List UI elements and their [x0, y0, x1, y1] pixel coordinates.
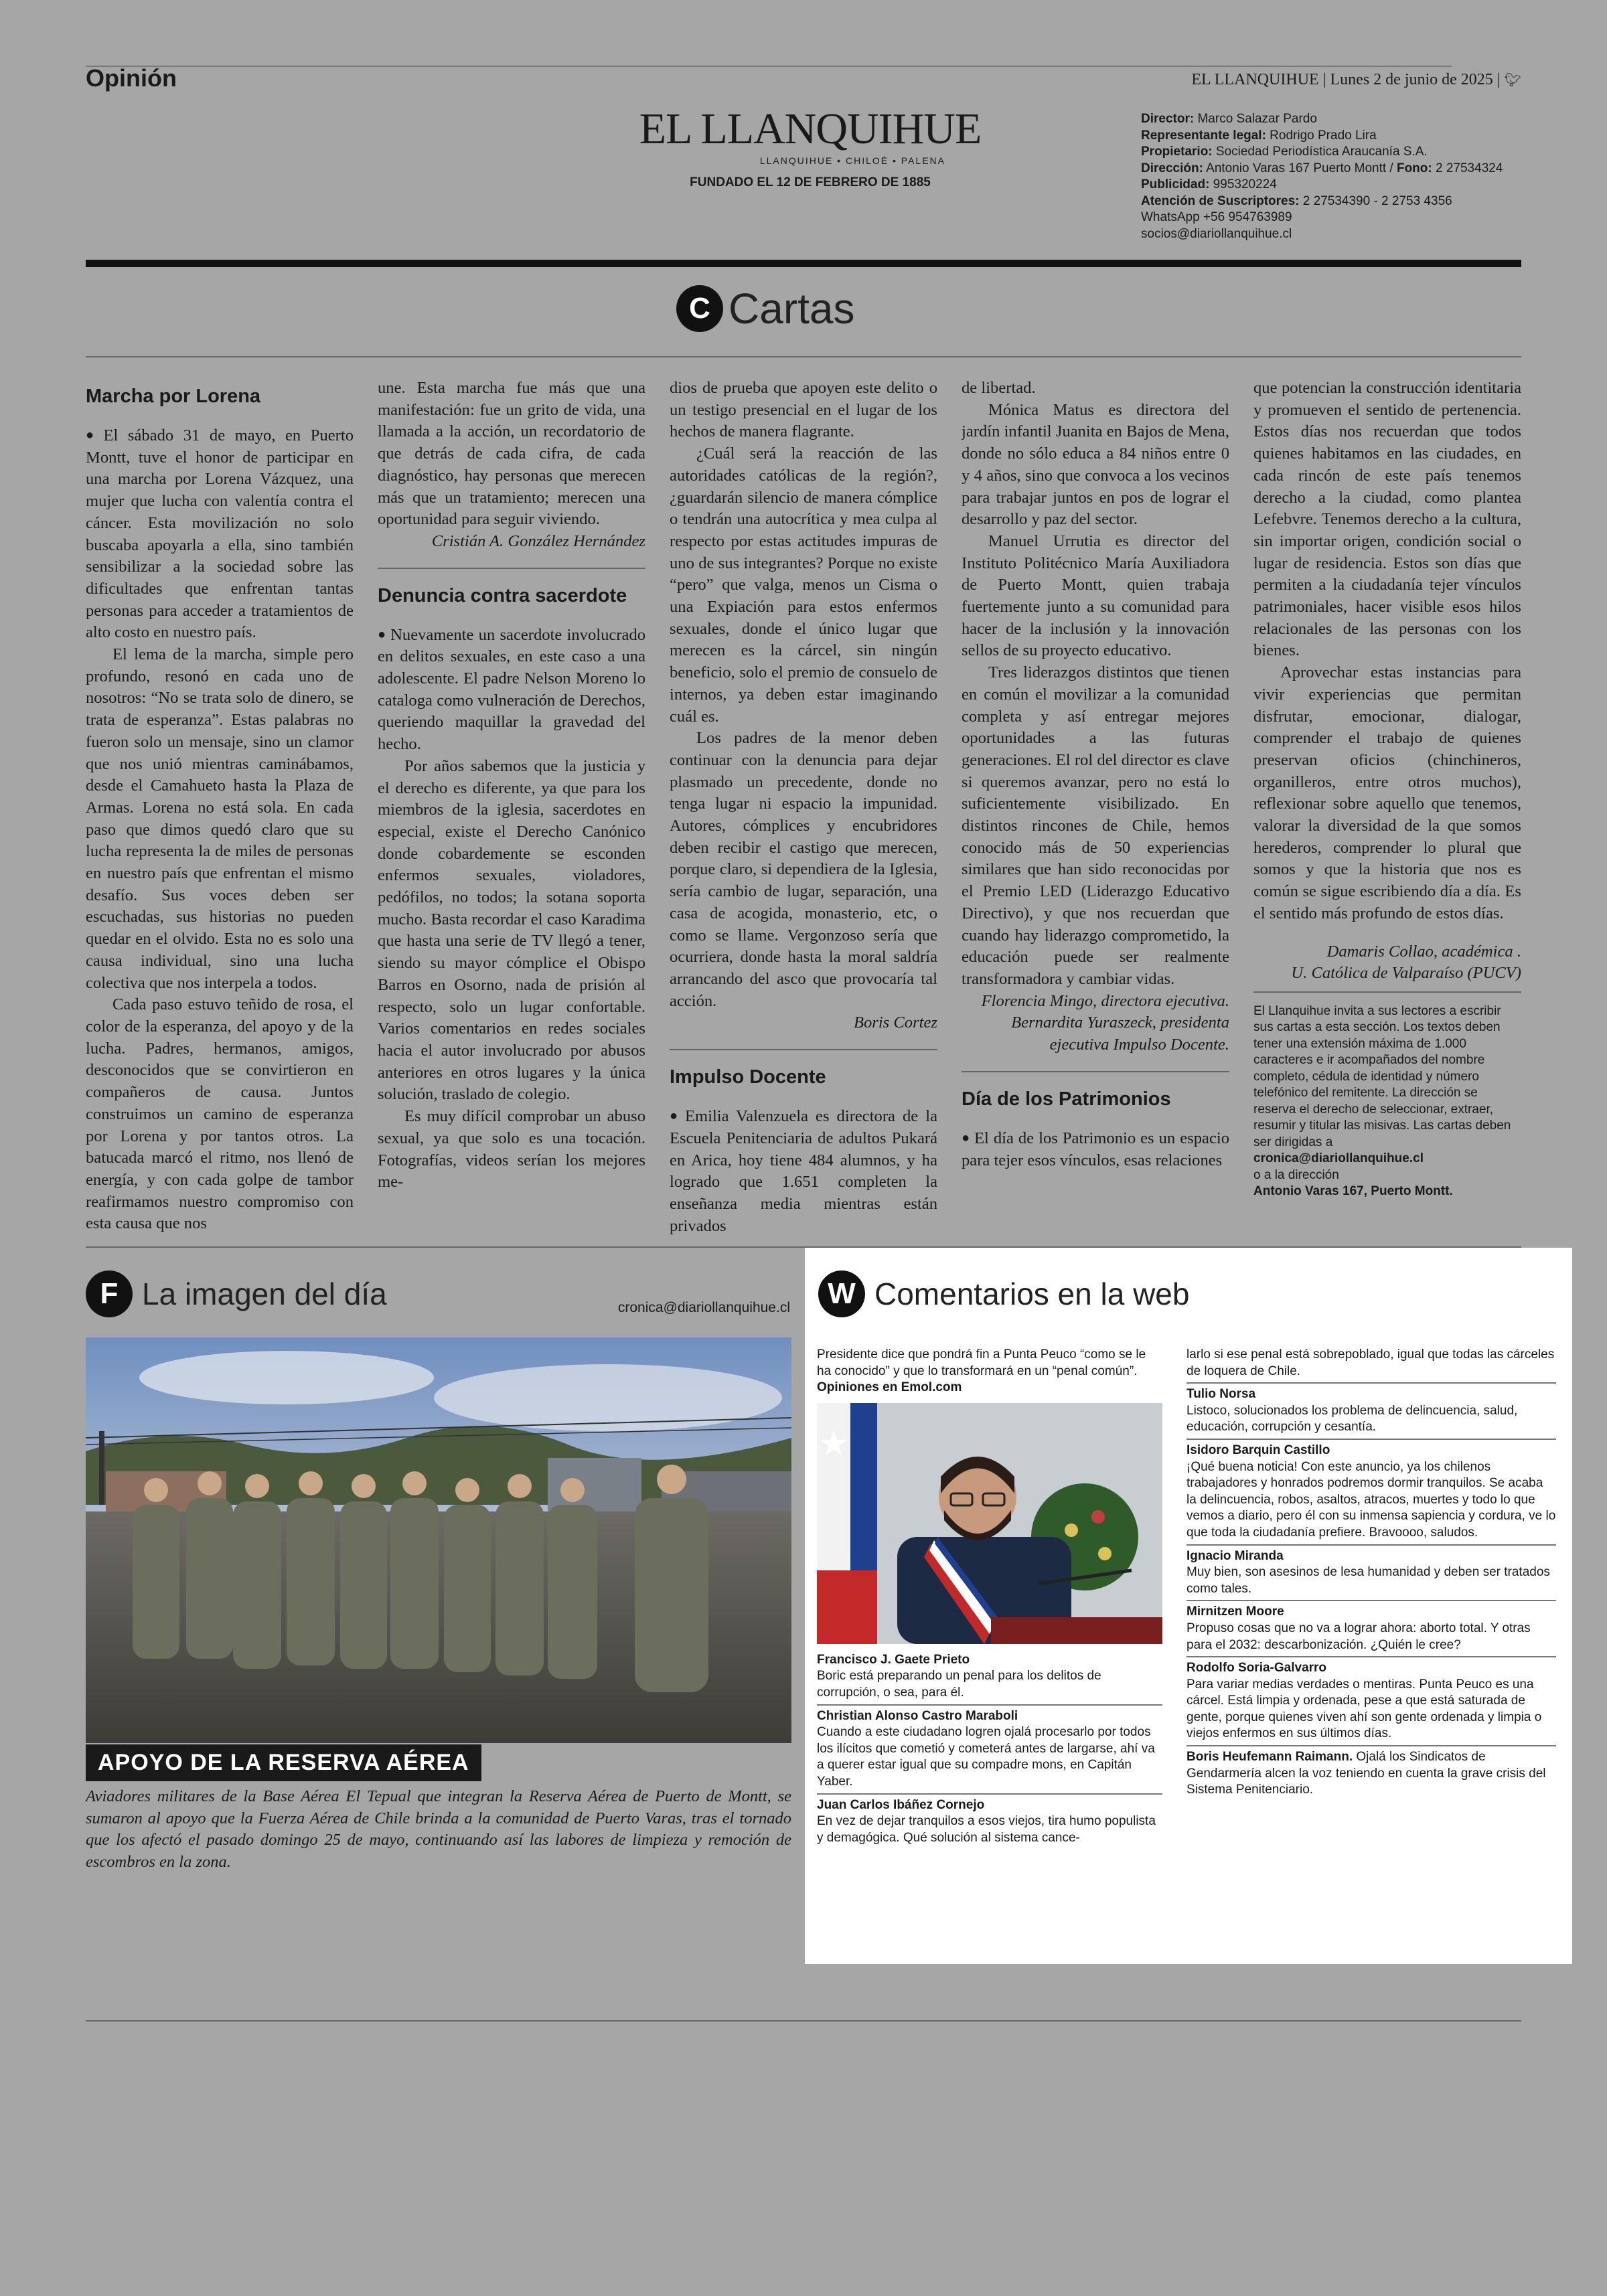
credit-ads — [1141, 177, 1543, 193]
commenter-name: Isidoro Barquin Castillo — [1187, 1443, 1330, 1457]
letter-paragraph: Por años sabemos que la justicia y el derecho es diferente, ya que para los miembros de la iglesia, sacerdotes en especial, existe el Derecho Canónico donde cobardemente se esconden enfermos sexuales, violadores, pedófilos, no todos; la sotana soporta mucho. Basta recordar el caso Karadima que hasta una serie de TV llegó a tener, siendo su mayor cómplice el Obispo Barros en Osorno, nada de prisión al respecto, solo un lugar confortable. Varios comentarios en redes sociales hacia el autor involucrado por abusos anteriores en otros lugares y la única solución, traslado de colegio. — [378, 756, 645, 1104]
masthead-regions: LLANQUIHUE • CHILOÉ • PALENA — [759, 155, 945, 166]
letter-paragraph: Aprovechar estas instancias para vivir experiencias que permitan disfrutar, emocionar, dialogar, comprender el trabajo de quienes preservan oficios (chinchineros, organilleros, entre otros muchos), reflexionar sobre aquello que tenemos, valorar la diversidad de la que somos herederos, comprender lo plural que somos y que la historia que nos es común se sigue escribiendo día a día. Es el sentido más profundo de estos días. — [1253, 663, 1521, 922]
web-comments-box — [805, 1248, 1572, 1964]
president-photo-illustration — [817, 1403, 1162, 1644]
credit-label: Publicidad: — [1141, 177, 1210, 191]
web-comment — [1187, 1660, 1556, 1746]
web-intro-text: Presidente dice que pondrá fin a Punta Peuco “como se le ha conocido” y que lo transformará en un “penal común”. — [817, 1347, 1146, 1378]
commenter-name: Boris Heufemann Raimann. — [1187, 1750, 1353, 1765]
note-or: o a la dirección — [1253, 1167, 1339, 1182]
photo-reserva-aerea — [86, 1337, 791, 1743]
web-comments-right — [1187, 1347, 1556, 1799]
letter-text: Emilia Valenzuela es directora de la Escuela Penitenciaria de adultos Pukará en Arica, hoy tiene 484 alumnos, y ha logrado que 1.651 completen la enseñanza media mientras están privados — [670, 1107, 937, 1235]
letter-paragraph: Tres liderazgos distintos que tienen en común el movilizar a la comunidad completa y así entregar mejores oportunidades a las futuras generaciones. El rol del director es clave si queremos avanzar, pero no está lo suficientemente visibilizado. En distintos rincones de Chile, hemos conocido más de 50 experiencias similares que han sido reconocidas por el Premio LED (Liderazgo Educativo Directivo), y que nos recuerdan que cuando hay liderazgo comprometido, la educación puede ser realmente transformadora y cambiar vidas. — [962, 663, 1229, 988]
comment-text: En vez de dejar tranquilos a esos viejos, tira humo populista y demagógica. Qué solución al sistema cance- — [817, 1814, 1156, 1845]
dateline-text: EL LLANQUIHUE | Lunes 2 de junio de 2025 | — [1191, 71, 1505, 88]
web-comment — [1187, 1548, 1556, 1602]
web-comment-continuation: larlo si ese penal está sobrepoblado, igual que todas las cárceles de loquera de Chile. — [1187, 1347, 1556, 1384]
credit-label: Propietario: — [1141, 145, 1213, 159]
letter-text: El día de los Patrimonio es un espacio para tejer esos vínculos, esas relaciones — [962, 1129, 1229, 1169]
letter-title-patrimonios: Día de los Patrimonios — [962, 1088, 1171, 1110]
web-comment — [817, 1797, 1162, 1847]
letter-signature: Bernardita Yuraszeck, presidenta ejecutiva Impulso Docente. — [1011, 1013, 1229, 1054]
credit-value: Sociedad Periodística Araucanía S.A. — [1212, 145, 1428, 159]
imagen-email[interactable]: cronica@diariollanquihue.cl — [617, 1300, 790, 1315]
letter-signature: Boris Cortez — [853, 1013, 937, 1032]
letter-title-marcha: Marcha por Lorena — [86, 386, 261, 407]
bullet-icon: ● — [378, 627, 387, 642]
web-intro-source[interactable]: Opiniones en Emol.com — [817, 1380, 962, 1395]
credit-value: 995320224 — [1209, 177, 1277, 191]
column-separator — [378, 568, 645, 569]
credit-legal — [1141, 128, 1543, 145]
credit-director — [1141, 111, 1543, 128]
credit-owner — [1141, 144, 1543, 161]
comment-text: Propuso cosas que no va a lograr ahora: aborto total. Y otras para el 2032: descarbonización. ¿Quién le cree? — [1187, 1621, 1531, 1652]
credit-fono-value: 2 27534324 — [1432, 161, 1503, 175]
web-comment — [1187, 1386, 1556, 1440]
web-w-icon: W — [818, 1270, 865, 1317]
web-title: Comentarios en la web — [874, 1277, 1190, 1311]
twitter-icon: 🐦︎ — [1504, 72, 1521, 88]
section-label: Opinión — [86, 64, 177, 92]
column-separator — [670, 1049, 937, 1050]
letter-title-denuncia: Denuncia contra sacerdote — [378, 584, 627, 606]
credit-label: Director: — [1141, 112, 1195, 126]
credit-fono-label: Fono: — [1396, 161, 1432, 175]
letter-signature: Cristián A. González Hernández — [431, 531, 645, 550]
bullet-icon: ● — [962, 1130, 970, 1145]
credit-value: Rodrigo Prado Lira — [1266, 128, 1377, 143]
imagen-heading — [86, 1270, 387, 1317]
comment-text: Cuando a este ciudadano logren ojalá procesarlo por todos los ilícitos que cometió y cometerá antes de largarse, ahí va a querer estar igual que su compadre mons, en Capitán Yaber. — [817, 1725, 1155, 1789]
imagen-title: La imagen del día — [142, 1277, 387, 1311]
letters-column-1 — [86, 378, 354, 1238]
letter-paragraph: Los padres de la menor deben continuar con la denuncia para dejar plasmado un precedente, donde no tenga lugar ni espacio la impunidad. Autores, cómplices y encubridores deben recibir el castigo que merecen, porque claro, si dependiera de la Iglesia, sería cambio de lugar, separación, una casa de acogida, monasterio, etc, o como se llame. Vergonzoso sería que ocurriera, donde hasta la moral saldría arrancando del asco que provocaría tal acción. — [670, 729, 937, 1010]
commenter-name: Mirnitzen Moore — [1187, 1605, 1284, 1619]
cartas-heading — [676, 284, 855, 333]
letters-column-5 — [1253, 378, 1521, 1238]
top-rule — [86, 66, 1452, 67]
comment-text: Boric está preparando un penal para los delitos de corrupción, o sea, para él. — [817, 1669, 1101, 1700]
comment-text: Muy bien, son asesinos de lesa humanidad y deben ser tratados como tales. — [1187, 1565, 1550, 1596]
web-comment — [1187, 1604, 1556, 1657]
credit-label: Representante legal: — [1141, 128, 1266, 143]
web-comment — [817, 1708, 1162, 1795]
president-photo — [817, 1403, 1162, 1644]
web-comment — [1187, 1749, 1556, 1799]
cartas-title: Cartas — [729, 284, 855, 333]
credit-subscribers — [1141, 193, 1543, 210]
web-comment — [817, 1652, 1162, 1706]
comment-text: ¡Qué buena noticia! Con este anuncio, ya los chilenos trabajadores y honrados podremos dormir tranquilos. Se acaba la delincuencia, robos, asaltos, atracos, muertes y todo lo que vemos a diario, pero él con su inmensa sapiencia y cordura, ve lo que toda la ciudadanía prefiere. Bravoooo, saludos. — [1187, 1459, 1556, 1540]
letter-paragraph — [962, 1127, 1229, 1171]
letter-paragraph — [670, 1105, 937, 1237]
letters-submission-note — [1253, 1003, 1521, 1200]
credit-label: Atención de Suscriptores: — [1141, 193, 1300, 208]
note-text: El Llanquihue invita a sus lectores a escribir sus cartas a esta sección. Los textos deben tener una extensión máxima de 1.000 caracteres e ir acompañados del nombre completo, cédula de identidad y número telefónico del remitente. La dirección se reserva el derecho de seleccionar, extraer, resumir y titular las misivas. Las cartas deben ser dirigidas a — [1253, 1003, 1511, 1149]
letter-paragraph: Es muy difícil comprobar un abuso sexual, ya que solo es una tocación. Fotografías, videos serían los mejores me- — [378, 1107, 645, 1192]
letter-signature: Damaris Collao, académica . — [1326, 942, 1521, 961]
web-comment — [1187, 1443, 1556, 1546]
commenter-name: Francisco J. Gaete Prieto — [817, 1652, 970, 1667]
letters-column-4 — [962, 378, 1229, 1238]
credits-box — [1141, 111, 1543, 242]
letter-title-impulso: Impulso Docente — [670, 1066, 826, 1088]
column-separator — [962, 1071, 1229, 1072]
dateline — [1191, 71, 1521, 89]
letter-signature: U. Católica de Valparaíso (PUCV) — [1291, 964, 1521, 983]
credit-whatsapp: WhatsApp +56 954763989 — [1141, 210, 1292, 224]
letter-paragraph: que potencian la construcción identitaria y promueven el sentido de pertenencia. Estos días nos recuerdan que todos quienes habitamos en las ciudades, en cada rincón de este país tenemos derecho a la ciudad, como plantea Lefebvre. Tenemos derecho a la cultura, sin importar origen, condición social o lugar de residencia. Estos son días que permiten a la ciudadanía tejer vínculos patrimoniales, hacer visible esos hilos relacionales de las personas con los bienes. — [1253, 379, 1521, 660]
photo-tag: APOYO DE LA RESERVA AÉREA — [86, 1744, 481, 1781]
credit-value: Antonio Varas 167 Puerto Montt / — [1203, 161, 1397, 175]
commenter-name: Tulio Norsa — [1187, 1387, 1256, 1402]
cartas-c-icon: C — [676, 285, 723, 332]
letter-paragraph — [378, 624, 645, 756]
web-heading — [818, 1270, 1189, 1317]
imagen-f-icon: F — [86, 1270, 133, 1317]
masthead-founded: FUNDADO EL 12 DE FEBRERO DE 1885 — [690, 175, 931, 189]
masthead — [629, 104, 991, 190]
letter-paragraph: une. Esta marcha fue más que una manifestación: fue un grito de vida, una llamada a la acción, un recordatorio de que detrás de cada cifra, de cada diagnóstico, hay personas que merecen más que un tratamiento; merecen una oportunidad para seguir viviendo. — [378, 379, 645, 529]
letter-paragraph: El lema de la marcha, simple pero profundo, resonó en cada uno de nosotros: “No se trata solo de dinero, se trata de esperanza”. Estas palabras no fueron solo un mensaje, sino un clamor que nos unió mientras caminábamos, desde el Camahueto hasta la Plaza de Armas. Lorena no está sola. En cada paso que dimos quedó claro que su lucha representa la de miles de personas en nuestro país que enfrentan el mismo desafío. Sus voces deben ser escuchadas, sus historias no pueden quedar en el olvido. Esta no es solo una causa individual, sino una lucha colectiva que nos interpela a todos. — [86, 645, 354, 992]
letter-paragraph: ¿Cuál será la reacción de las autoridades católicas de la región?, ¿guardarán silencio de manera cómplice o tendrán una autocrítica y mea culpa al respecto por estas actitudes impuras de uno de sus integrantes? Porque no existe “pero” que valga, menos un Cisma o una Expiación para estos enfermos sexuales, donde el único lugar que merecen es la cárcel, sin ningún beneficio, solo el premio de consuelo de internos, ya deben estar imaginando cuál es. — [670, 444, 937, 726]
credit-label: Dirección: — [1141, 161, 1203, 175]
letter-paragraph: de libertad. — [962, 379, 1036, 397]
commenter-name: Juan Carlos Ibáñez Cornejo — [817, 1797, 985, 1812]
note-address: Antonio Varas 167, Puerto Montt. — [1253, 1184, 1453, 1199]
header-thick-rule — [86, 260, 1521, 267]
letter-text: El sábado 31 de mayo, en Puerto Montt, tuve el honor de participar en una marcha por Lorena Vázquez, una mujer que lucha con valentía contra el cáncer. Esta movilización no solo buscaba apoyarla a ella, sino también sensibilizar a la sociedad sobre las dificultades que enfrentan tantas personas para acceder a tratamientos de alto costo en nuestro país. — [86, 426, 354, 642]
commenter-name: Ignacio Miranda — [1187, 1548, 1284, 1563]
letter-paragraph — [86, 424, 354, 644]
comment-text: Ojalá los Sindicatos de Gendarmería alcen la voz teniendo en cuenta la grave crisis del Sistema Penitenciario. — [1187, 1750, 1546, 1797]
photo-illustration — [86, 1337, 791, 1743]
credit-value: Marco Salazar Pardo — [1194, 112, 1317, 126]
letter-paragraph: Manuel Urrutia es director del Instituto Politécnico María Auxiliadora de Puerto Montt, quien trabaja fuertemente junto a su comunidad para hacer de la inclusión y la innovación sellos de su proyecto educativo. — [962, 531, 1229, 660]
masthead-name: EL LLANQUIHUE — [639, 104, 982, 153]
credit-email[interactable]: socios@diariollanquihue.cl — [1141, 226, 1292, 241]
credit-value: 2 27534390 - 2 2753 4356 — [1299, 193, 1452, 208]
note-email[interactable]: cronica@diariollanquihue.cl — [1253, 1151, 1424, 1166]
letter-paragraph: Cada paso estuvo teñido de rosa, el color de la esperanza, del apoyo y de la lucha. Padres, hermanos, amigos, desconocidos que se convirtieron en compañeros de causa. Juntos construimos un camino de esperanza por Lorena y por tantos otros. La batucada marcó el ritmo, nos llenó de energía, y con cada golpe de tambor reafirmamos nuestro compromiso con esta causa que nos — [86, 995, 354, 1233]
letter-signature: Florencia Mingo, directora ejecutiva. — [981, 991, 1229, 1010]
comment-text: Listoco, solucionados los problema de delincuencia, salud, educación, corrupción y cesantía. — [1187, 1403, 1518, 1434]
bottom-rule — [86, 2020, 1521, 2022]
web-intro — [817, 1347, 1162, 1396]
credit-address — [1141, 161, 1543, 177]
letter-text: Nuevamente un sacerdote involucrado en delitos sexuales, en este caso a una adolescente. El padre Nelson Moreno lo cataloga como vulneración de Derechos, queriendo maquillar la gravedad del hecho. — [378, 625, 645, 754]
letters-column-2 — [378, 378, 645, 1238]
column-separator — [1253, 991, 1521, 993]
commenter-name: Rodolfo Soria-Galvarro — [1187, 1661, 1327, 1675]
photo-caption: Aviadores militares de la Base Aérea El Tepual que integran la Reserva Aérea de Puerto de Montt, se sumaron al apoyo que la Fuerza Aérea de Chile brinda a la comunidad de Puerto Varas, tras el tornado que los afectó el pasado domingo 25 de mayo, continuando así las labores de limpieza y remoción de escombros en la zona. — [86, 1787, 791, 1871]
bullet-icon: ● — [86, 428, 100, 442]
bullet-icon: ● — [670, 1109, 681, 1124]
web-comments-left — [817, 1347, 1162, 1846]
cartas-rule — [86, 356, 1521, 357]
letters-column-3 — [670, 378, 937, 1238]
letter-paragraph: Mónica Matus es directora del jardín infantil Juanita en Bajos de Mena, donde no sólo educa a 84 niños entre 0 y 4 años, sino que convoca a los vecinos para trabajar juntos en pos de lograr el desarrollo y paz del sector. — [962, 400, 1229, 529]
comment-text: Para variar medias verdades o mentiras. Punta Peuco es una cárcel. Está limpia y ordenada, pese a que está saturada de gente, porque quienes viven ahí son gente ordenada y limpia o viejos enfermos en sus últimos días. — [1187, 1677, 1542, 1741]
letter-paragraph: dios de prueba que apoyen este delito o un testigo presencial en el lugar de los hechos de manera flagrante. — [670, 379, 937, 441]
commenter-name: Christian Alonso Castro Maraboli — [817, 1708, 1018, 1723]
